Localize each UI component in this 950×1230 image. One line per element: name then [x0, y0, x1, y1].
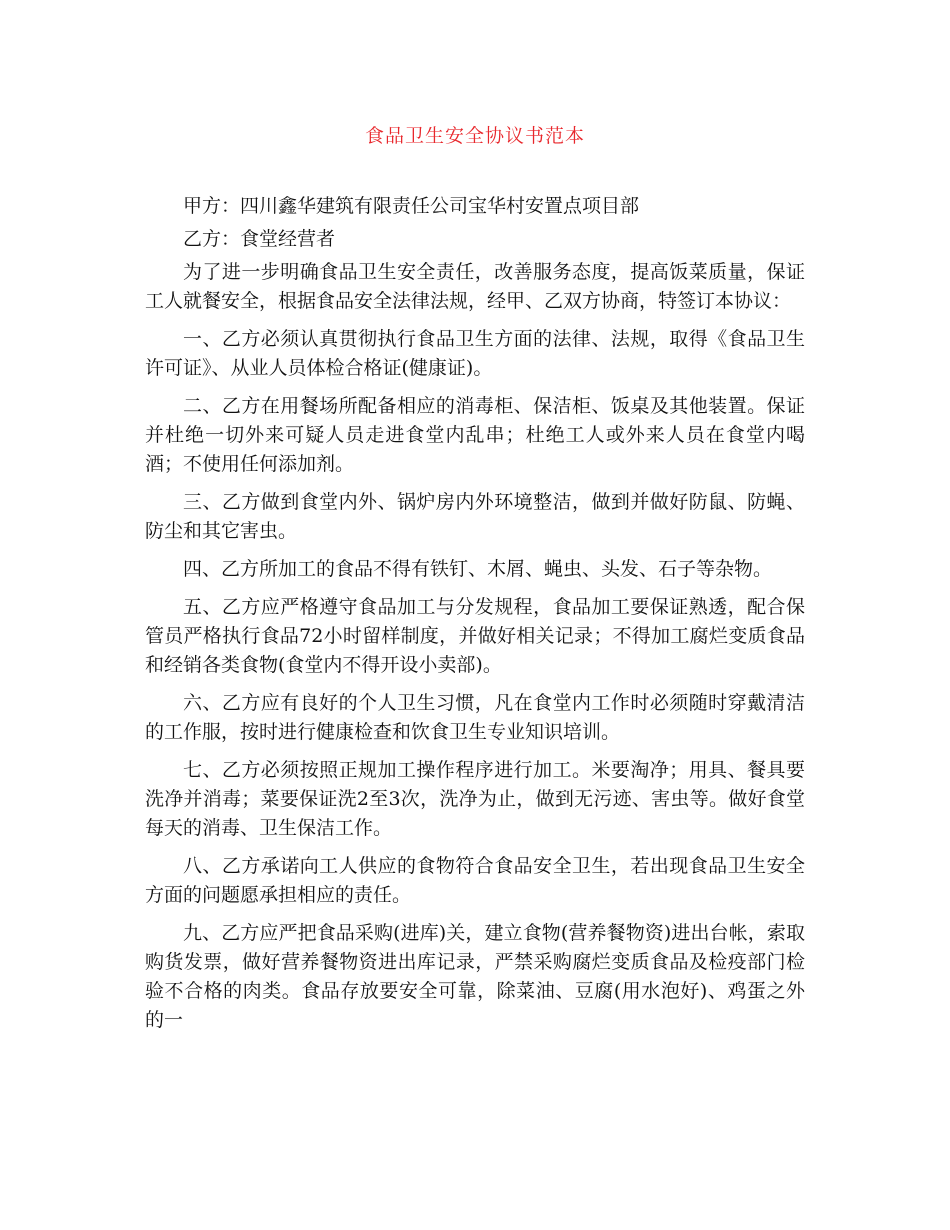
- clause-1: 一、乙方必须认真贯彻执行食品卫生方面的法律、法规，取得《食品卫生许可证》、从业人员体检合格证(健康证)。: [145, 328, 805, 379]
- clause-4: 四、乙方所加工的食品不得有铁钉、木屑、蝇虫、头发、石子等杂物。: [183, 558, 773, 580]
- clause-7: 七、乙方必须按照正规加工操作程序进行加工。米要淘净；用具、餐具要洗净并消毒；菜要保证洗2至3次，洗净为止，做到无污迹、害虫等。做好食堂每天的消毒、卫生保洁工作。: [145, 759, 805, 839]
- document-title: 食品卫生安全协议书范本: [364, 125, 585, 147]
- clause-6: 六、乙方应有良好的个人卫生习惯，凡在食堂内工作时必须随时穿戴清洁的工作服，按时进行健康检查和饮食卫生专业知识培训。: [145, 692, 805, 743]
- clause-9: 九、乙方应严把食品采购(进库)关，建立食物(营养餐物资)进出台帐，索取购货发票，做好营养餐物资进出库记录，严禁采购腐烂变质食品及检疫部门检验不合格的肉类。食品存放要安全可靠，除菜油、豆腐(用水泡好)、鸡蛋之外的一: [145, 922, 805, 1031]
- party-b: 乙方：食堂经营者: [183, 228, 336, 250]
- clause-2: 二、乙方在用餐场所配备相应的消毒柜、保洁柜、饭桌及其他装置。保证并杜绝一切外来可疑人员走进食堂内乱串；杜绝工人或外来人员在食堂内喝酒；不使用任何添加剂。: [145, 395, 805, 475]
- clause-8: 八、乙方承诺向工人供应的食物符合食品安全卫生，若出现食品卫生安全方面的问题愿承担相应的责任。: [145, 855, 805, 906]
- clause-3: 三、乙方做到食堂内外、锅炉房内外环境整洁，做到并做好防鼠、防蝇、防尘和其它害虫。: [145, 491, 805, 542]
- intro-paragraph: 为了进一步明确食品卫生安全责任，改善服务态度，提高饭菜质量，保证工人就餐安全，根据食品安全法律法规，经甲、乙双方协商，特签订本协议：: [145, 261, 805, 312]
- party-a: 甲方：四川鑫华建筑有限责任公司宝华村安置点项目部: [183, 195, 640, 217]
- clause-5: 五、乙方应严格遵守食品加工与分发规程，食品加工要保证熟透，配合保管员严格执行食品72小时留样制度，并做好相关记录；不得加工腐烂变质食品和经销各类食物(食堂内不得开设小卖部)。: [145, 596, 805, 676]
- document-body: [145, 192, 805, 1044]
